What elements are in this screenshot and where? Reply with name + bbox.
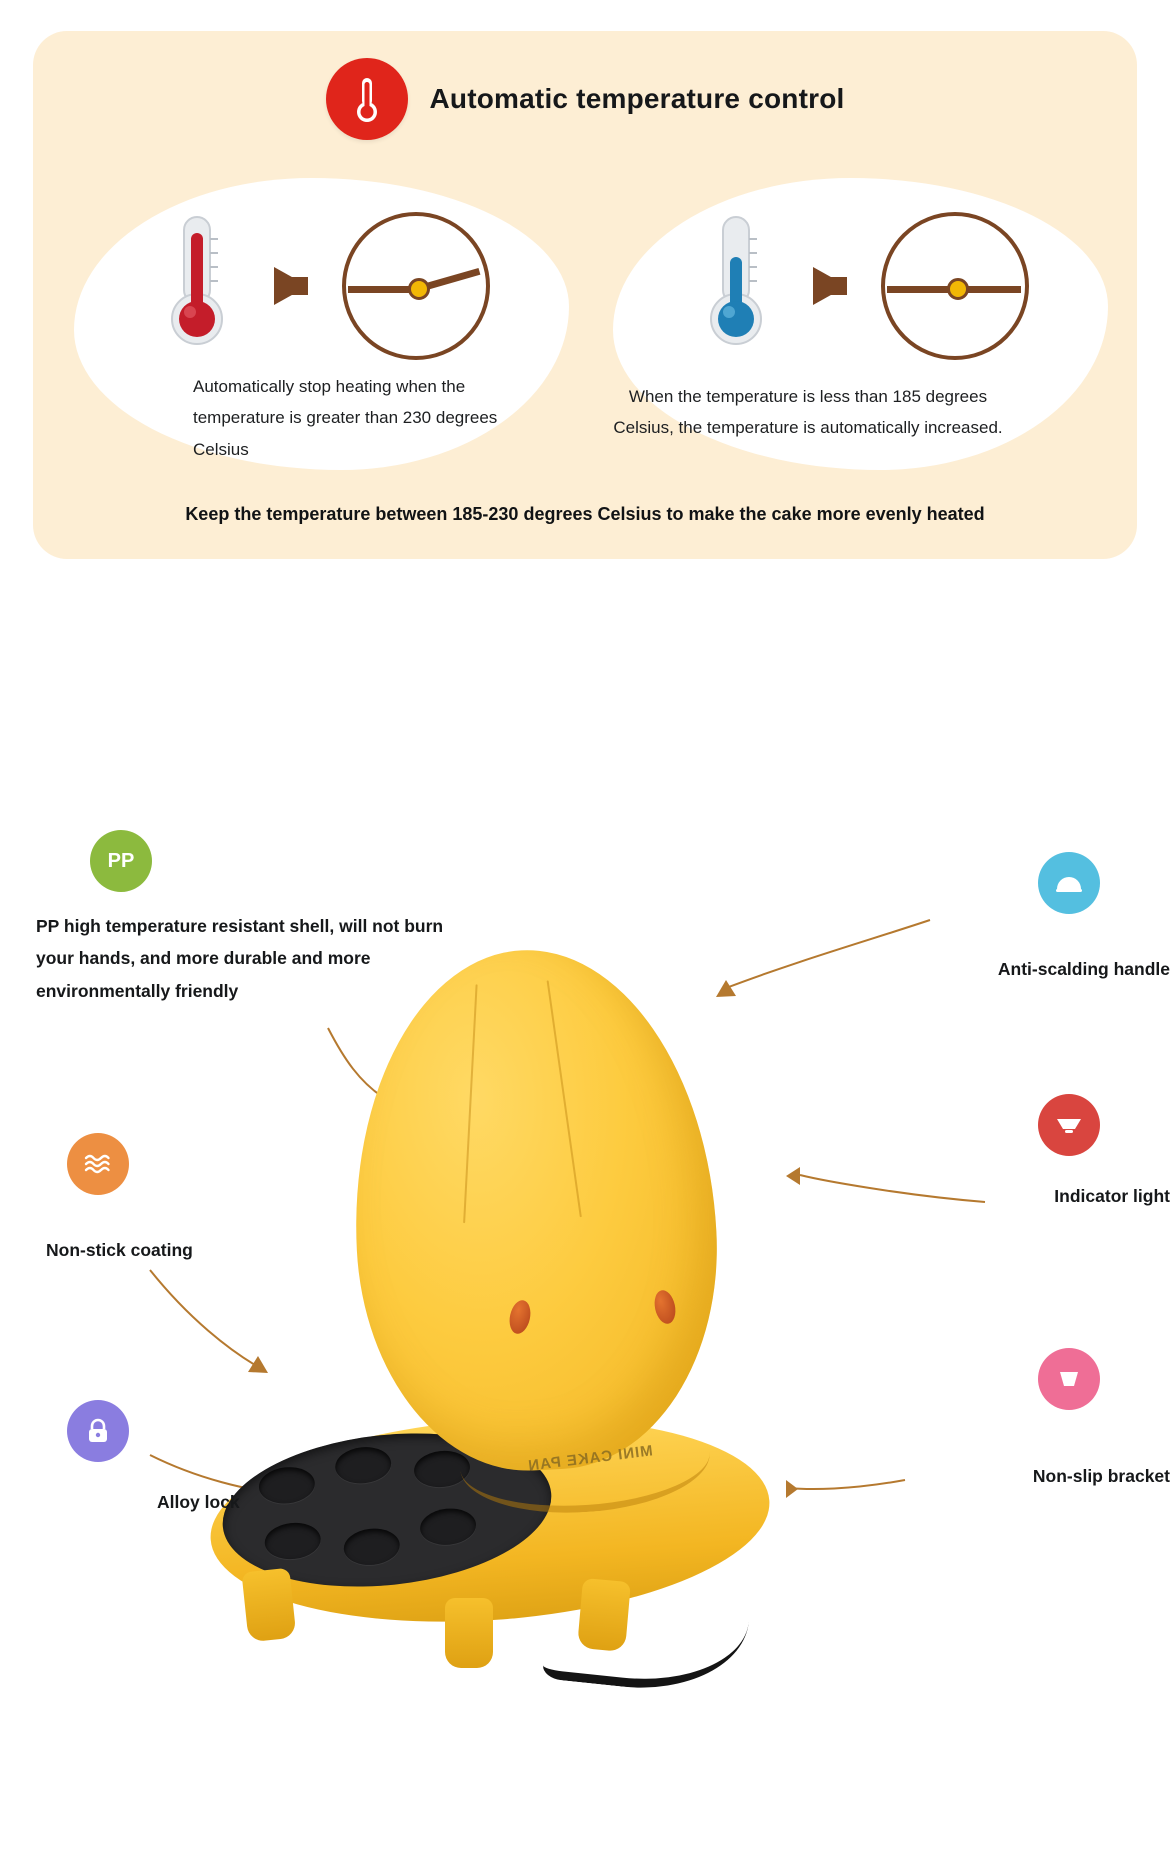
pp-badge-text: PP — [107, 849, 135, 872]
handle-icon — [1038, 852, 1100, 914]
lock-icon — [67, 1400, 129, 1462]
arrow-right-icon — [813, 267, 847, 305]
product-features-section — [0, 790, 1170, 1875]
cake-maker-product-image — [200, 940, 900, 1700]
thermometer-cold-icon — [693, 211, 779, 361]
cold-card-caption: When the temperature is less than 185 degrees Celsius, the temperature is automatically increased. — [613, 387, 1003, 438]
cold-diagram-row — [613, 213, 1108, 358]
bracket-icon — [1038, 1348, 1100, 1410]
thermometer-icon — [326, 58, 408, 140]
waves-icon — [67, 1133, 129, 1195]
product-foot — [241, 1568, 296, 1643]
gauge-dial-icon — [881, 212, 1029, 360]
temperature-header — [33, 58, 1137, 140]
thermometer-hot-icon — [154, 211, 240, 361]
product-lid — [342, 941, 729, 1479]
feature-label-pp-shell: PP high temperature resistant shell, will not burn your hands, and more durable and more environmentally friendly — [36, 916, 444, 1001]
hot-card-caption: Automatically stop heating when the temperature is greater than 230 degrees Celsius — [193, 377, 498, 459]
feature-label-anti-scalding-handle: Anti-scalding handle — [997, 959, 1170, 979]
temperature-footnote: Keep the temperature between 185-230 degrees Celsius to make the cake more evenly heated — [185, 504, 985, 524]
temperature-control-panel — [33, 31, 1137, 559]
gauge-dial-icon — [342, 212, 490, 360]
section-title: Automatic temperature control — [429, 83, 845, 114]
arrow-right-icon — [274, 267, 308, 305]
feature-label-alloy-lock: Alloy lock — [157, 1492, 240, 1512]
product-brand-text: MINI CAKE PAN — [526, 1441, 654, 1475]
feature-label-indicator-light: Indicator light — [1054, 1186, 1170, 1206]
feature-label-non-stick-coating: Non-stick coating — [46, 1240, 193, 1260]
lamp-icon — [1038, 1094, 1100, 1156]
product-foot — [445, 1598, 493, 1668]
hot-diagram-row — [74, 213, 569, 358]
feature-label-non-slip-bracket: Non-slip bracket — [1032, 1466, 1170, 1486]
pp-label-icon — [90, 830, 152, 892]
power-cord — [542, 1550, 754, 1699]
